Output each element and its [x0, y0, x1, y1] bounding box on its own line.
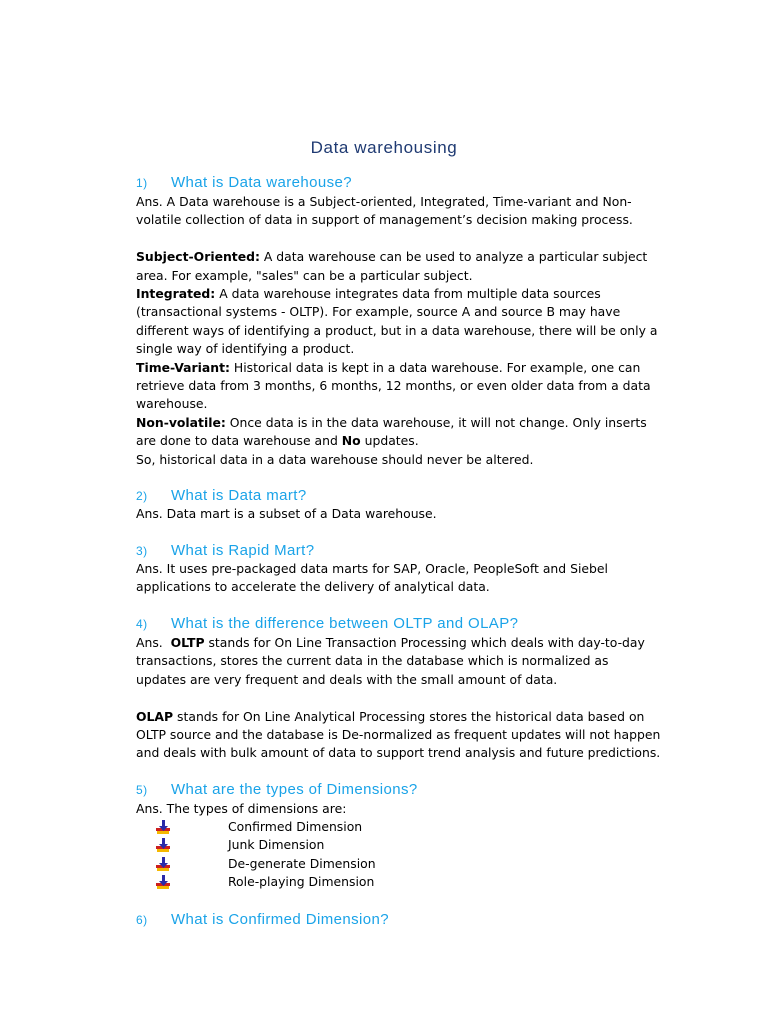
answer-prefix: Ans. [136, 635, 171, 650]
question-number: 4) [136, 617, 148, 631]
answer-text: Ans. Data mart is a subset of a Data warehouse. [136, 506, 437, 521]
time-variant-paragraph [136, 359, 661, 414]
no-emphasis: No [341, 433, 361, 449]
answer-3 [136, 560, 661, 597]
term-text: A data warehouse integrates data from multiple data sources (transactional systems - OLTP). For example, source A and source B may have different ways of identifying a product, but in a data warehouse, there will be only a single way of identifying a product. [136, 286, 658, 357]
question-2-heading [136, 487, 696, 504]
subject-oriented-paragraph [136, 248, 661, 285]
dimension-types-list [156, 818, 556, 892]
oltp-label: OLTP [170, 635, 205, 650]
question-text: What is Data mart? [171, 487, 307, 504]
answer-5 [136, 800, 661, 818]
olap-paragraph [136, 708, 661, 763]
question-5-heading [136, 781, 696, 798]
integrated-paragraph [136, 285, 661, 359]
answer-4 [136, 634, 661, 763]
olap-text: stands for On Line Analytical Processing stores the historical data based on OLTP source and the database is De-normalized as frequent updates will not happen and deals with bulk amount of data to support trend analysis and future predictions. [136, 708, 661, 761]
list-item [156, 818, 556, 836]
bullet-arrow-icon [156, 838, 170, 852]
bullet-arrow-icon [156, 857, 170, 871]
question-text: What is Confirmed Dimension? [171, 911, 389, 928]
non-volatile-paragraph [136, 414, 661, 451]
term-label: Non-volatile: [136, 414, 226, 430]
question-number: 2) [136, 489, 148, 503]
question-text: What are the types of Dimensions? [171, 781, 418, 798]
answer-text: Ans. A Data warehouse is a Subject-oriented, Integrated, Time-variant and Non-volatile collection of data in support of management’s decision making process. [136, 194, 633, 228]
question-6-heading [136, 911, 696, 928]
question-text: What is Rapid Mart? [171, 542, 315, 559]
list-item-text: Junk Dimension [228, 837, 325, 853]
oltp-paragraph [136, 634, 661, 689]
list-item-text: Confirmed Dimension [228, 819, 363, 834]
olap-label: OLAP [136, 708, 174, 724]
list-item-text: Role-playing Dimension [228, 874, 375, 890]
question-number: 5) [136, 783, 148, 797]
list-item [156, 836, 556, 854]
answer-1 [136, 193, 661, 469]
question-text: What is the difference between OLTP and OLAP? [171, 615, 519, 632]
page-title: Data warehousing [310, 138, 458, 157]
list-item [156, 873, 556, 891]
question-number: 1) [136, 176, 148, 190]
term-text: Historical data is kept in a data warehouse. For example, one can retrieve data from 3 months, 6 months, 12 months, or even older data from a data warehouse. [136, 359, 651, 412]
answer-text: Ans. It uses pre-packaged data marts for SAP, Oracle, PeopleSoft and Siebel applications to accelerate the delivery of analytical data. [136, 561, 608, 595]
term-text: A data warehouse can be used to analyze a particular subject area. For example, "sales" can be a particular subject. [136, 249, 648, 283]
term-label: Time-Variant: [136, 359, 230, 375]
term-text: Once data is in the data warehouse, it will not change. Only inserts are done to data warehouse and [136, 414, 647, 449]
question-number: 6) [136, 913, 148, 927]
answer-text: Ans. The types of dimensions are: [136, 801, 347, 816]
question-3-heading [136, 542, 696, 559]
bullet-arrow-icon [156, 820, 170, 834]
oltp-text: stands for On Line Transaction Processing which deals with day-to-day transactions, stores the current data in the database which is normalized as updates are very frequent and deals with the small amount of data. [136, 635, 645, 687]
bullet-arrow-icon [156, 875, 170, 889]
term-label: Subject-Oriented: [136, 249, 260, 265]
term-text-end: updates. [360, 433, 419, 449]
question-4-heading [136, 615, 696, 632]
summary-text: So, historical data in a data warehouse should never be altered. [136, 451, 534, 467]
term-label: Integrated: [136, 286, 216, 302]
question-number: 3) [136, 544, 148, 558]
list-item [156, 855, 556, 873]
question-text: What is Data warehouse? [171, 174, 352, 191]
list-item-text: De-generate Dimension [228, 855, 376, 871]
answer-2 [136, 505, 661, 523]
question-1-heading [136, 174, 696, 191]
